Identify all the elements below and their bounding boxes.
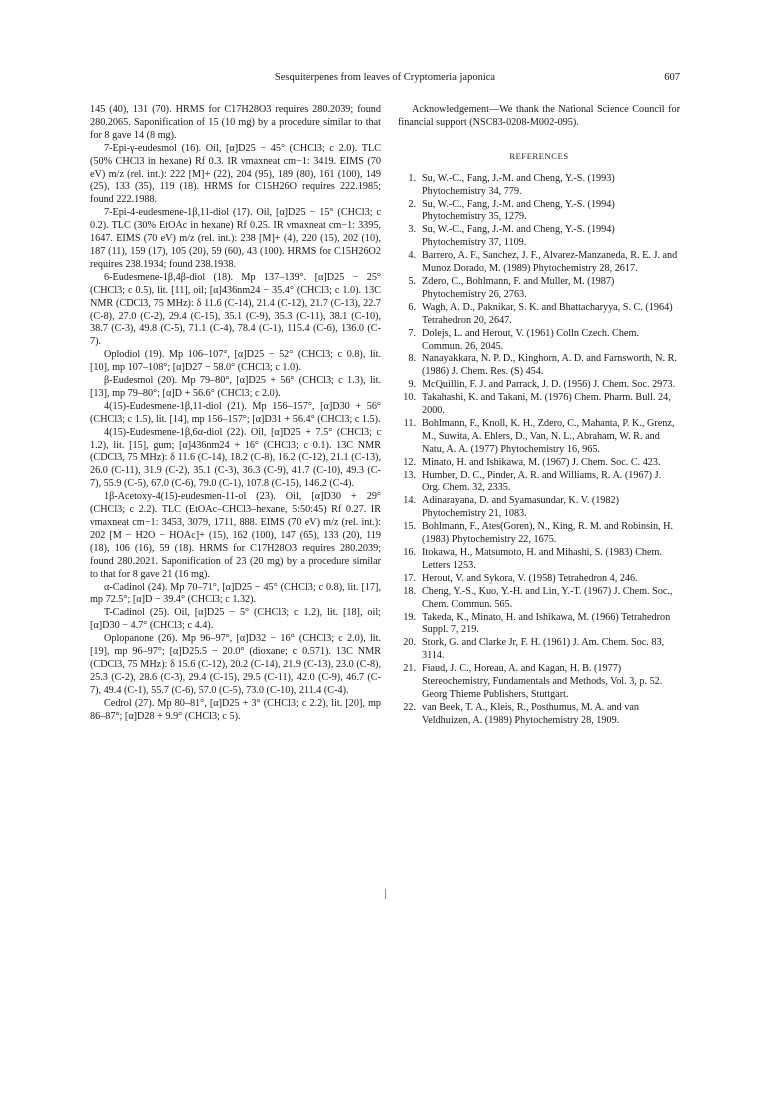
reference-item <box>398 224 680 250</box>
reference-item <box>398 495 680 521</box>
reference-text: Adinarayana, D. and Syamasundar, K. V. (1982) Phytochemistry 21, 1083. <box>422 495 619 520</box>
reference-item <box>398 470 680 496</box>
reference-item <box>398 276 680 302</box>
reference-item <box>398 637 680 663</box>
reference-item <box>398 573 680 586</box>
reference-item <box>398 353 680 379</box>
reference-item <box>398 586 680 612</box>
reference-number: 2. <box>408 198 416 210</box>
reference-number: 17. <box>403 572 416 584</box>
compound-20-paragraph: β-Eudesmol (20). Mp 79–80°, [α]D25 + 56° (CHCl3; c 1.3), lit. [13], mp 79–80°; [α]D + 56.6° (CHCl3; c 2.0). <box>90 375 381 399</box>
reference-number: 3. <box>408 224 416 236</box>
reference-number: 21. <box>403 663 416 675</box>
compound-16-paragraph: 7-Epi-γ-eudesmol (16). Oil, [α]D25 − 45° (CHCl3; c 2.0). TLC (50% CHCl3 in hexane) Rf 0.3. IR νmaxneat cm−1: 3419. EIMS (70 eV) m/z (rel. int.): 222 [M]+ (22), 204 (95), 189 (80), 161 (100), 149 (25), 133 (35), 119 (18). HRMS for C15H26O requires 222.1985; found 222.1988. <box>90 142 381 206</box>
reference-list <box>398 173 680 728</box>
reference-number: 1. <box>408 172 416 184</box>
reference-item <box>398 302 680 328</box>
running-title: Sesquiterpenes from leaves of Cryptomeria japonica <box>274 72 496 83</box>
reference-text: Su, W.-C., Fang, J.-M. and Cheng, Y.-S. (1994) Phytochemistry 37, 1109. <box>422 224 615 249</box>
reference-number: 18. <box>403 585 416 597</box>
reference-text: Su, W.-C., Fang, J.-M. and Cheng, Y.-S. (1993) Phytochemistry 34, 779. <box>422 172 615 197</box>
reference-number: 11. <box>403 417 416 429</box>
reference-text: Herout, V. and Sykora, V. (1958) Tetrahedron 4, 246. <box>422 572 638 584</box>
reference-number: 13. <box>403 469 416 481</box>
reference-text: Nanayakkara, N. P. D., Kinghorn, A. D. and Farnsworth, N. R. (1986) J. Chem. Res. (S) 454. <box>422 353 677 378</box>
reference-item <box>398 547 680 573</box>
reference-item <box>398 250 680 276</box>
reference-text: Wagh, A. D., Paknikar, S. K. and Bhattacharyya, S. C. (1964) Tetrahedron 20, 2647. <box>422 301 673 326</box>
reference-item <box>398 418 680 457</box>
reference-number: 4. <box>408 250 416 262</box>
reference-text: Zdero, C., Bohlmann, F. and Muller, M. (1987) Phytochemistry 26, 2763. <box>422 275 615 300</box>
reference-item <box>398 612 680 638</box>
reference-text: Fiaud, J. C., Horeau, A. and Kagan, H. B. (1977) Stereochemistry, Fundamentals and Methods, Vol. 3, p. 52. Georg Thieme Publishers, Stuttgart. <box>422 663 663 700</box>
reference-number: 10. <box>403 392 416 404</box>
reference-text: Humber, D. C., Pinder, A. R. and Williams, R. A. (1967) J. Org. Chem. 32, 2335. <box>422 469 662 494</box>
reference-text: Dolejs, L. and Herout, V. (1961) Colln Czech. Chem. Commun. 26, 2045. <box>422 327 639 352</box>
reference-number: 5. <box>408 275 416 287</box>
reference-number: 22. <box>403 701 416 713</box>
reference-number: 20. <box>403 637 416 649</box>
compound-27-paragraph: Cedrol (27). Mp 80–81°, [α]D25 + 3° (CHCl3; c 2.2), lit. [20], mp 86–87°; [α]D28 + 9.9° (CHCl3; c 5). <box>90 697 381 722</box>
compound-22-paragraph: 4(15)-Eudesmene-1β,6α-diol (22). Oil, [α]D25 + 7.5° (CHCl3; c 1.2), lit. [15], gum; [α]436nm24 + 16° (CHCl3; c 0.1). 13C NMR (CDCl3, 75 MHz): δ 11.6 (C-14), 18.2 (C-8), 16.2 (C-12), 21.1 (C-13), 26.0 (C-11), 31.9 (C-2), 35.1 (C-3), 36.3 (C-9), 41.7 (C-10), 49.3 (C-7), 55.9 (C-5), 67.0 (C-6), 79.0 (C-1), 107.8 (C-15), 146.2 (C-4). <box>90 426 381 490</box>
reference-number: 15. <box>403 521 416 533</box>
reference-number: 16. <box>403 547 416 558</box>
compound-23-paragraph: 1β-Acetoxy-4(15)-eudesmen-11-ol (23). Oil, [α]D30 + 29° (CHCl3; c 2.2). TLC (EtOAc–CHCl3–hexane, 5:50:45) Rf 0.27. IR νmaxneat cm−1: 3453, 3079, 1711, 888. EIMS (70 eV) m/z (rel. int.): 202 [M − H2O − HOAc]+ (15), 162 (100), 147 (65), 133 (20), 119 (18), 106 (16), 59 (18). HRMS for C17H28O3 requires 280.2039; found 280.2021. Saponification of 23 (20 mg) by a procedure similar to that for 8 gave 21 (16 mg). <box>90 491 381 580</box>
reference-item <box>398 702 680 728</box>
reference-text: Bohlmann, F., Knoll, K. H., Zdero, C., Mahanta, P. K., Grenz, M., Suwita, A. Ehlers, D., Van, N. L., Abraham, W. R. and Natu, A. A. (1977) Phytochemistry 16, 965. <box>422 417 675 455</box>
paragraph-continuation: 145 (40), 131 (70). HRMS for C17H28O3 requires 280.2039; found 280.2065. Saponification of 15 (10 mg) by a procedure similar to that for 8 gave 14 (8 mg). <box>90 104 381 141</box>
compound-25-paragraph: T-Cadinol (25). Oil, [α]D25 − 5° (CHCl3; c 1.2), lit. [18], oil; [α]D30 − 4.7° (CHCl3; c 4.4). <box>90 607 381 632</box>
reference-number: 12. <box>403 456 416 468</box>
reference-text: Stork, G. and Clarke Jr, F. H. (1961) J. Am. Chem. Soc. 83, 3114. <box>422 637 665 662</box>
compound-19-paragraph: Oplodiol (19). Mp 106–107°, [α]D25 − 52° (CHCl3; c 0.8), lit. [10], mp 107–108°; [α]D27 − 58.0° (CHCl3; c 1.0). <box>90 349 381 374</box>
reference-number: 9. <box>408 379 416 391</box>
reference-number: 19. <box>403 611 416 623</box>
reference-text: van Beek, T. A., Kleis, R., Posthumus, M. A. and van Veldhuizen, A. (1989) Phytochemistry 28, 1909. <box>422 701 639 726</box>
reference-text: Itokawa, H., Matsumoto, H. and Mihashi, S. (1983) Chem. Letters 1253. <box>422 547 662 571</box>
references-heading: REFERENCES <box>509 150 569 161</box>
reference-item <box>398 457 680 470</box>
reference-item <box>398 328 680 354</box>
reference-number: 8. <box>408 353 416 365</box>
reference-number: 7. <box>408 327 416 339</box>
reference-item <box>398 379 680 392</box>
compound-26-paragraph: Oplopanone (26). Mp 96–97°, [α]D32 − 16° (CHCl3; c 2.0), lit. [19], mp 96–97°; [α]D25.5 − 20.0° (dioxane; c 0.571). 13C NMR (CDCl3, 75 MHz): δ 15.6 (C-12), 20.2 (C-14), 21.9 (C-13), 23.0 (C-8), 25.3 (C-2), 28.6 (C-3), 29.4 (C-15), 29.5 (C-11), 42.0 (C-9), 46.7 (C-7), 49.4 (C-1), 55.7 (C-6), 57.0 (C-5), 73.0 (C-10), 211.4 (C-4). <box>90 633 381 696</box>
compound-17-paragraph: 7-Epi-4-eudesmene-1β,11-diol (17). Oil, [α]D25 − 15° (CHCl3; c 0.2). TLC (30% EtOAc in hexane) Rf 0.25. IR νmaxneat cm−1: 3395, 1647. EIMS (70 eV) m/z (rel. int.): 238 [M]+ (4), 220 (15), 202 (10), 187 (11), 159 (17), 105 (20), 59 (60), 43 (100). HRMS for C15H26O2 requires 238.1934; found 238.1938. <box>90 207 381 270</box>
margin-mark <box>385 889 386 899</box>
reference-text: Barrero, A. F., Sanchez, J. F., Alvarez-Manzaneda, R. E. J. and Munoz Dorado, M. (1989) Phytochemistry 28, 2617. <box>422 250 678 275</box>
acknowledgement: Acknowledgement—We thank the National Science Council for financial support (NSC83-0208-M002-095). <box>398 104 680 128</box>
reference-item <box>398 521 680 547</box>
reference-text: Takeda, K., Minato, H. and Ishikawa, M. (1966) Tetrahedron Suppl. 7, 219. <box>422 611 671 636</box>
page-header <box>90 72 680 88</box>
reference-item <box>398 199 680 225</box>
right-column <box>398 104 680 728</box>
compound-18-paragraph: 6-Eudesmene-1β,4β-diol (18). Mp 137–139°. [α]D25 − 25° (CHCl3; c 0.5), lit. [11], oil; [α]436nm24 − 35.4° (CHCl3; c 1.0). 13C NMR (CDCl3, 75 MHz): δ 11.6 (C-14), 21.4 (C-12), 21.7 (C-13), 22.7 (C-8), 27.0 (C-2), 29.4 (C-15), 35.1 (C-9), 35.3 (C-11), 38.1 (C-10), 38.7 (C-3), 49.8 (C-5), 71.1 (C-4), 78.4 (C-1), 115.4 (C-6), 136.0 (C-7). <box>90 271 381 348</box>
reference-text: Takahashi, K. and Takani, M. (1976) Chem. Pharm. Bull. 24, 2000. <box>422 392 671 417</box>
reference-item <box>398 173 680 199</box>
page-number: 607 <box>664 72 680 83</box>
compound-24-paragraph: α-Cadinol (24). Mp 70–71°, [α]D25 − 45° (CHCl3; c 0.8), lit. [17], mp 72.5°; [α]D − 39.4° (CHCl3; c 1.32). <box>90 581 381 606</box>
compound-21-paragraph: 4(15)-Eudesmene-1β,11-diol (21). Mp 156–157°, [α]D30 + 56° (CHCl3; c 1.5), lit. [14], mp 156–157°; [α]D31 + 56.4° (CHCl3; c 1.5). <box>90 400 381 425</box>
reference-text: Su, W.-C., Fang, J.-M. and Cheng, Y.-S. (1994) Phytochemistry 35, 1279. <box>422 198 615 223</box>
reference-number: 6. <box>408 301 416 313</box>
reference-item <box>398 392 680 418</box>
reference-number: 14. <box>403 495 416 507</box>
left-column <box>90 104 381 724</box>
reference-text: Cheng, Y.-S., Kuo, Y.-H. and Lin, Y.-T. (1967) J. Chem. Soc., Chem. Commun. 565. <box>422 585 673 610</box>
reference-text: McQuillin, F. J. and Parrack, J. D. (1956) J. Chem. Soc. 2973. <box>422 379 676 391</box>
reference-text: Bohlmann, F., Ates(Goren), N., King, R. M. and Robinsin, H. (1983) Phytochemistry 22, 1675. <box>422 521 674 546</box>
reference-text: Minato, H. and Ishikawa, M. (1967) J. Chem. Soc. C. 423. <box>422 456 661 468</box>
reference-item <box>398 663 680 702</box>
